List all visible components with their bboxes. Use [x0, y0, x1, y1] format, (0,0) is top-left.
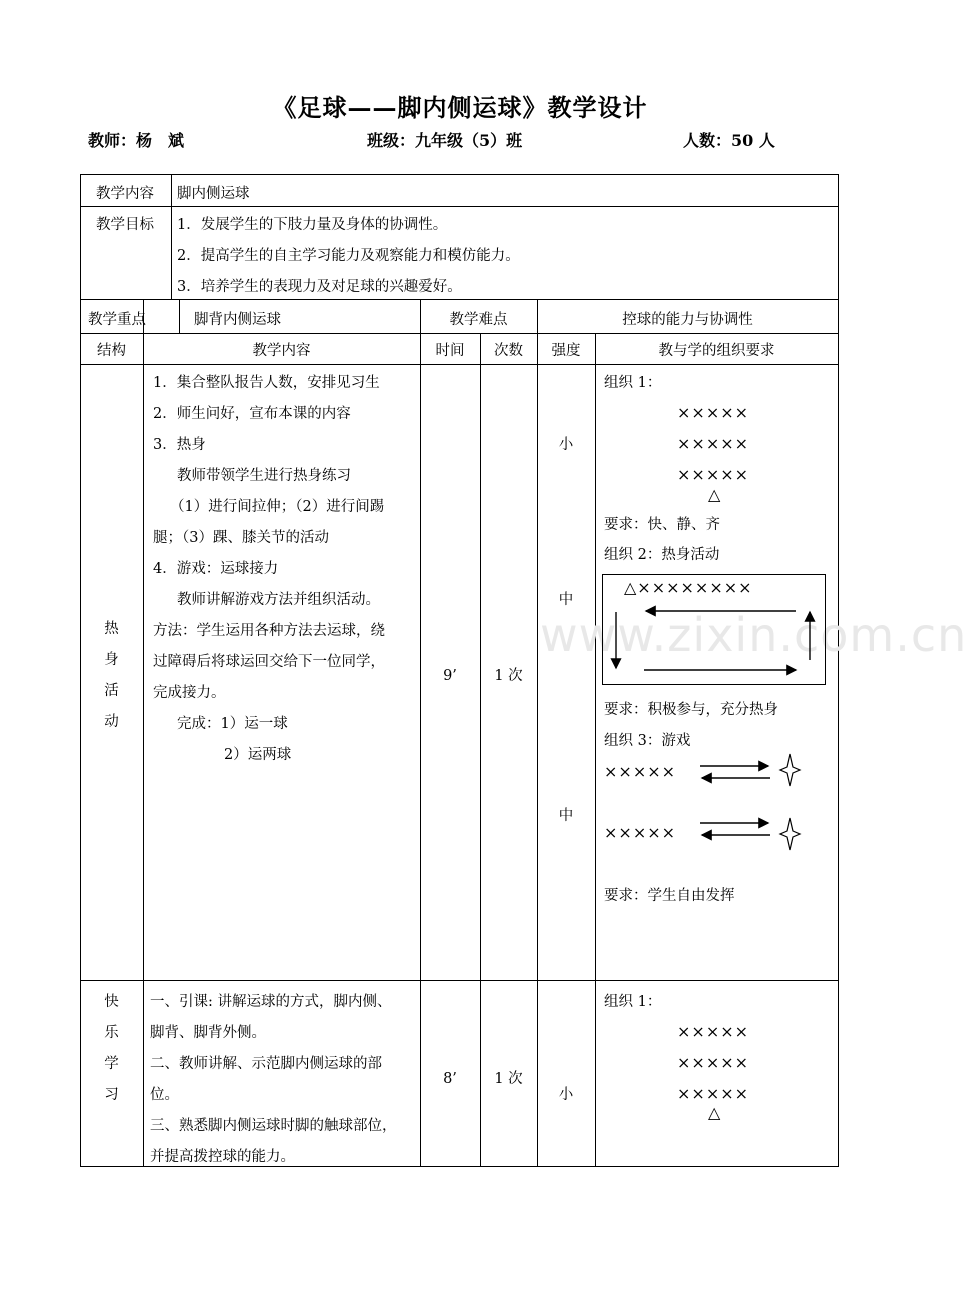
warmup-org1-label: 组织 1：: [604, 375, 662, 391]
focus-label: 教学重点: [88, 312, 146, 328]
student-row: ×××××: [677, 1022, 750, 1041]
learning-line: 并提高拨控球的能力。: [150, 1149, 295, 1165]
warmup-line: 4．游戏：运球接力: [153, 561, 279, 577]
warmup-line: 1．集合整队报告人数，安排见习生: [153, 375, 380, 391]
student-row: ×××××: [677, 403, 750, 422]
warmup-intensity: 中: [558, 808, 574, 824]
header-structure: 结构: [97, 343, 126, 359]
teacher-triangle-icon: △: [708, 1103, 721, 1122]
learning-line: 脚背、脚背外侧。: [150, 1025, 266, 1041]
document-title: 《足球——脚内侧运球》教学设计: [272, 93, 648, 122]
circuit-arrows-icon: [602, 574, 826, 685]
learning-name-char: 乐: [104, 1025, 119, 1041]
warmup-org3-label: 组织 3：游戏: [604, 733, 691, 749]
warmup-line: 过障碍后将球运回交给下一位同学，: [153, 654, 385, 670]
class-info: 班级：九年级（5）班: [367, 131, 523, 150]
goal-1: 1．发展学生的下肢力量及身体的协调性。: [177, 217, 448, 233]
warmup-name-char: 身: [104, 652, 119, 668]
warmup-org2-label: 组织 2：热身活动: [604, 547, 720, 563]
warmup-times: 1 次: [494, 668, 523, 684]
goal-label: 教学目标: [96, 217, 154, 233]
student-row: ×××××: [677, 434, 750, 453]
learning-line: 位。: [150, 1087, 179, 1103]
learning-name-char: 习: [104, 1087, 119, 1103]
header-intensity: 强度: [551, 343, 581, 359]
content-label: 教学内容: [96, 186, 154, 202]
learning-times: 1 次: [494, 1071, 523, 1087]
warmup-time: 9’: [443, 668, 457, 684]
difficulty-value: 控球的能力与协调性: [622, 312, 753, 328]
header-time: 时间: [435, 343, 465, 359]
learning-intensity: 小: [558, 1087, 574, 1103]
warmup-name-char: 热: [104, 621, 119, 637]
warmup-name-char: 活: [104, 683, 119, 699]
watermark: www.zixin.com.cn: [540, 608, 967, 662]
learning-name-char: 快: [104, 994, 119, 1010]
student-row: ×××××: [677, 1084, 750, 1103]
learning-time: 8’: [443, 1071, 457, 1087]
learning-line: 一、引课: 讲解运球的方式，脚内侧、: [150, 994, 392, 1010]
goal-3: 3．培养学生的表现力及对足球的兴趣爱好。: [177, 279, 462, 295]
difficulty-label: 教学难点: [449, 312, 508, 328]
teacher-triangle-icon: △: [708, 485, 721, 504]
student-row: ×××××: [677, 1053, 750, 1072]
warmup-req1: 要求：快、静、齐: [604, 517, 720, 533]
warmup-field-row: △××××××××: [624, 578, 753, 597]
learning-name-char: 学: [104, 1056, 119, 1072]
relay-team-row: ×××××: [604, 762, 677, 781]
warmup-line: 3．热身: [153, 437, 206, 453]
warmup-req2: 要求：积极参与，充分热身: [604, 702, 778, 718]
warmup-line: 完成接力。: [153, 685, 226, 701]
warmup-name-char: 动: [104, 714, 119, 730]
teacher-info: 教师：杨 斌: [88, 131, 185, 150]
focus-value: 脚背内侧运球: [194, 312, 281, 328]
warmup-line: 腿；（3）踝、膝关节的活动: [153, 530, 329, 546]
header-org: 教与学的组织要求: [658, 343, 775, 359]
content-value: 脚内侧运球: [177, 186, 250, 202]
warmup-line: 方法：学生运用各种方法去运球，绕: [153, 623, 385, 639]
learning-org1-label: 组织 1：: [604, 994, 662, 1010]
warmup-intensity: 小: [558, 437, 574, 453]
warmup-line: 教师讲解游戏方法并组织活动。: [177, 592, 380, 608]
goal-2: 2．提高学生的自主学习能力及观察能力和模仿能力。: [177, 248, 520, 264]
warmup-req3: 要求：学生自由发挥: [604, 888, 735, 904]
warmup-line: 2．师生问好，宣布本课的内容: [153, 406, 351, 422]
learning-line: 三、熟悉脚内侧运球时脚的触球部位，: [150, 1118, 397, 1134]
warmup-line: 完成：1）运一球: [177, 716, 288, 732]
header-content: 教学内容: [252, 343, 311, 359]
relay-team-row: ×××××: [604, 823, 677, 842]
learning-line: 二、教师讲解、示范脚内侧运球的部: [150, 1056, 382, 1072]
student-row: ×××××: [677, 465, 750, 484]
warmup-line: 2）运两球: [224, 747, 292, 763]
warmup-line: （1）进行间拉伸；（2）进行间踢: [170, 499, 385, 515]
warmup-intensity: 中: [558, 592, 574, 608]
student-count: 人数：50 人: [683, 131, 775, 150]
header-times: 次数: [494, 343, 523, 359]
relay-arrows-icon: [696, 752, 808, 852]
warmup-line: 教师带领学生进行热身练习: [177, 468, 351, 484]
